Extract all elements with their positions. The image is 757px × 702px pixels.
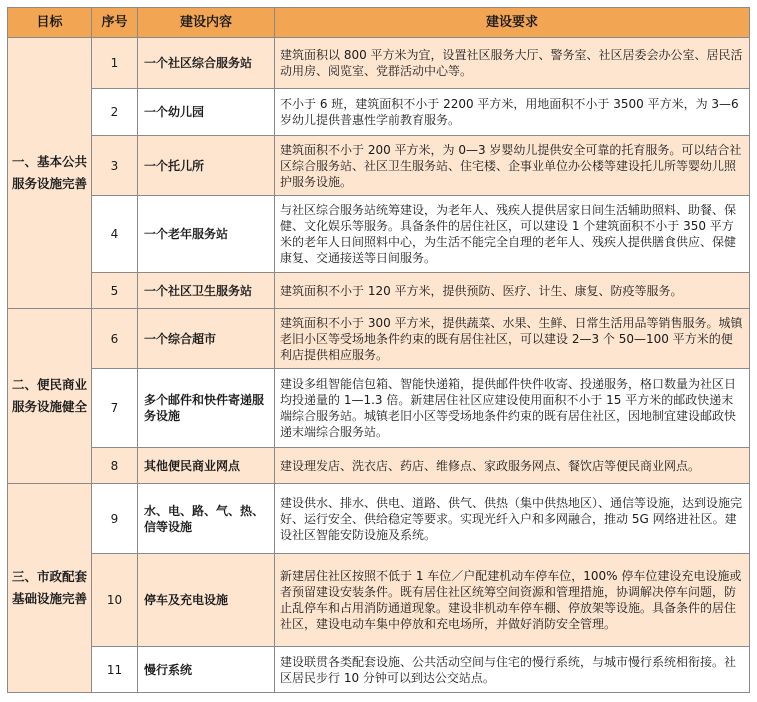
construction-requirement: 建筑面积不小于 120 平方米，提供预防、医疗、计生、康复、防疫等服务。	[275, 273, 750, 309]
construction-requirement: 建筑面积不小于 300 平方米，提供蔬菜、水果、生鲜、日常生活用品等销售服务。城镇老旧小区等受场地条件约束的既有居住社区，可以建设 2—3 个 50—100 平方米的便利店提供相应服务。	[275, 309, 750, 369]
construction-item: 一个托儿所	[138, 136, 275, 196]
construction-requirement: 与社区综合服务站统筹建设，为老年人、残疾人提供居家日间生活辅助照料、助餐、保健、文化娱乐等服务。具备条件的居住社区，可以建设 1 个建筑面积不小于 350 平方米的老年人日间照料中心，为生活不能完全自理的老年人、残疾人提供膳食供应、保健康复、交通接送等日间服务。	[275, 196, 750, 273]
header-number: 序号	[92, 8, 138, 38]
table-row	[8, 38, 750, 89]
row-number: 3	[92, 136, 138, 196]
table-row	[8, 273, 750, 309]
header-requirements: 建设要求	[275, 8, 750, 38]
row-number: 4	[92, 196, 138, 273]
construction-item: 多个邮件和快件寄递服务设施	[138, 369, 275, 448]
construction-requirement: 建筑面积以 800 平方米为宜，设置社区服务大厅、警务室、社区居委会办公室、居民活动用房、阅览室、党群活动中心等。	[275, 38, 750, 89]
header-goal: 目标	[8, 8, 92, 38]
table-row	[8, 309, 750, 369]
construction-requirement: 建筑面积不小于 200 平方米，为 0—3 岁婴幼儿提供安全可靠的托育服务。可以结合社区综合服务站、社区卫生服务站、住宅楼、企事业单位办公楼等建设托儿所等婴幼儿照护服务设施。	[275, 136, 750, 196]
construction-item: 停车及充电设施	[138, 554, 275, 647]
row-number: 2	[92, 89, 138, 136]
table-row	[8, 448, 750, 484]
row-number: 10	[92, 554, 138, 647]
header-content: 建设内容	[138, 8, 275, 38]
table-row	[8, 554, 750, 647]
goal-convenience-commerce: 二、便民商业服务设施健全	[8, 309, 92, 484]
construction-item: 一个社区综合服务站	[138, 38, 275, 89]
table-row	[8, 89, 750, 136]
row-number: 7	[92, 369, 138, 448]
goal-basic-public-services: 一、基本公共服务设施完善	[8, 38, 92, 309]
table-row	[8, 136, 750, 196]
construction-requirement: 建设联贯各类配套设施、公共活动空间与住宅的慢行系统，与城市慢行系统相衔接。社区居民步行 10 分钟可以到达公交站点。	[275, 647, 750, 693]
construction-item: 一个综合超市	[138, 309, 275, 369]
table-row	[8, 369, 750, 448]
table-header-row	[8, 8, 750, 38]
construction-requirement: 不小于 6 班，建筑面积不小于 2200 平方米，用地面积不小于 3500 平方米，为 3—6 岁幼儿提供普惠性学前教育服务。	[275, 89, 750, 136]
row-number: 11	[92, 647, 138, 693]
construction-item: 慢行系统	[138, 647, 275, 693]
construction-requirement: 建设供水、排水、供电、道路、供气、供热（集中供热地区）、通信等设施，达到设施完好、运行安全、供给稳定等要求。实现光纤入户和多网融合，推动 5G 网络进社区。建设社区智能安防设施及系统。	[275, 484, 750, 554]
table-row	[8, 647, 750, 693]
row-number: 9	[92, 484, 138, 554]
construction-item: 一个幼儿园	[138, 89, 275, 136]
table-row	[8, 196, 750, 273]
row-number: 6	[92, 309, 138, 369]
row-number: 8	[92, 448, 138, 484]
construction-item: 一个社区卫生服务站	[138, 273, 275, 309]
construction-requirement: 建设多组智能信包箱、智能快递箱，提供邮件快件收寄、投递服务，格口数量为社区日均投递量的 1—1.3 倍。新建居住社区应建设使用面积不小于 15 平方米的邮政快递末端综合服务站。城镇老旧小区等受场地条件约束的既有居住社区，因地制宜建设邮政快递末端综合服务站。	[275, 369, 750, 448]
row-number: 1	[92, 38, 138, 89]
construction-item: 其他便民商业网点	[138, 448, 275, 484]
construction-requirement: 建设理发店、洗衣店、药店、维修点、家政服务网点、餐饮店等便民商业网点。	[275, 448, 750, 484]
row-number: 5	[92, 273, 138, 309]
table-row	[8, 484, 750, 554]
construction-item: 水、电、路、气、热、信等设施	[138, 484, 275, 554]
goal-municipal-infrastructure: 三、市政配套基础设施完善	[8, 484, 92, 693]
construction-requirement: 新建居住社区按照不低于 1 车位／户配建机动车停车位，100% 停车位建设充电设施或者预留建设安装条件。既有居住社区统筹空间资源和管理措施，协调解决停车问题，防止乱停车和占用消防通道现象。建设非机动车停车棚、停放架等设施。具备条件的居住社区，建设电动车集中停放和充电场所，并做好消防安全管理。	[275, 554, 750, 647]
construction-item: 一个老年服务站	[138, 196, 275, 273]
construction-standards-table	[7, 7, 750, 693]
